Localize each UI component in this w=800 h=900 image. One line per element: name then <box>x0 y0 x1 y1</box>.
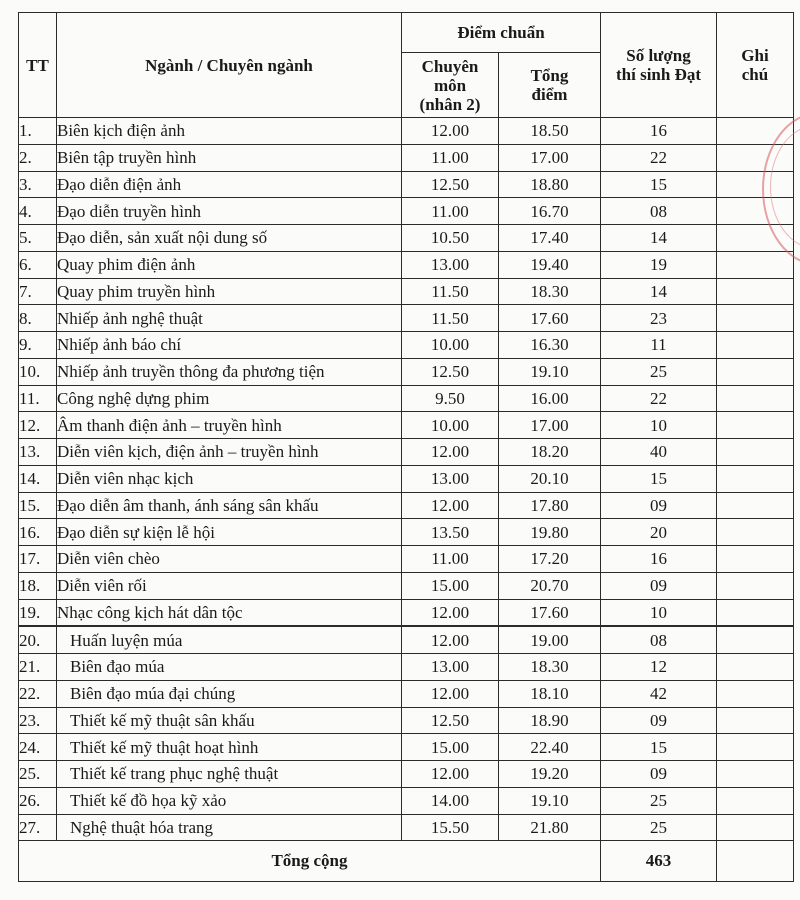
table-row <box>19 465 794 492</box>
specialty-score: 12.50 <box>402 358 499 385</box>
passed-count: 25 <box>601 787 717 814</box>
row-number: 5. <box>19 225 57 252</box>
total-score: 16.00 <box>499 385 601 412</box>
row-number: 12. <box>19 412 57 439</box>
passed-count: 15 <box>601 171 717 198</box>
row-number: 23. <box>19 707 57 734</box>
row-number: 4. <box>19 198 57 225</box>
row-number: 26. <box>19 787 57 814</box>
header-tt: TT <box>19 13 57 118</box>
table-row <box>19 626 794 653</box>
total-score: 20.70 <box>499 572 601 599</box>
table-row <box>19 118 794 145</box>
major-name: Đạo diễn, sản xuất nội dung số <box>57 225 402 252</box>
passed-count: 23 <box>601 305 717 332</box>
note-cell <box>717 546 794 573</box>
row-number: 16. <box>19 519 57 546</box>
row-number: 3. <box>19 171 57 198</box>
row-number: 7. <box>19 278 57 305</box>
header-note: Ghi chú <box>717 13 794 118</box>
specialty-score: 11.50 <box>402 278 499 305</box>
passed-count: 12 <box>601 654 717 681</box>
passed-count: 10 <box>601 412 717 439</box>
row-number: 18. <box>19 572 57 599</box>
header-major: Ngành / Chuyên ngành <box>57 13 402 118</box>
specialty-score: 10.50 <box>402 225 499 252</box>
total-score: 22.40 <box>499 734 601 761</box>
specialty-score: 10.00 <box>402 332 499 359</box>
specialty-score: 9.50 <box>402 385 499 412</box>
major-name: Diễn viên rối <box>57 572 402 599</box>
passed-count: 16 <box>601 118 717 145</box>
passed-count: 09 <box>601 707 717 734</box>
note-cell <box>717 572 794 599</box>
passed-count: 09 <box>601 492 717 519</box>
table-row <box>19 680 794 707</box>
table-row <box>19 225 794 252</box>
total-score: 17.00 <box>499 412 601 439</box>
total-note <box>717 841 794 882</box>
header-total: Tổng điểm <box>499 53 601 118</box>
total-score: 18.10 <box>499 680 601 707</box>
specialty-score: 12.00 <box>402 761 499 788</box>
table-row <box>19 144 794 171</box>
row-number: 8. <box>19 305 57 332</box>
note-cell <box>717 251 794 278</box>
passed-count: 10 <box>601 599 717 626</box>
total-score: 17.40 <box>499 225 601 252</box>
row-number: 27. <box>19 814 57 841</box>
major-name: Đạo diễn âm thanh, ánh sáng sân khấu <box>57 492 402 519</box>
specialty-score: 13.00 <box>402 251 499 278</box>
total-score: 17.00 <box>499 144 601 171</box>
table-row <box>19 385 794 412</box>
total-score: 19.10 <box>499 358 601 385</box>
passed-count: 16 <box>601 546 717 573</box>
row-number: 10. <box>19 358 57 385</box>
row-number: 9. <box>19 332 57 359</box>
major-name: Biên đạo múa <box>57 654 402 681</box>
major-name: Diễn viên chèo <box>57 546 402 573</box>
total-score: 19.00 <box>499 626 601 653</box>
note-cell <box>717 492 794 519</box>
specialty-score: 12.00 <box>402 118 499 145</box>
note-cell <box>717 814 794 841</box>
major-name: Nhiếp ảnh truyền thông đa phương tiện <box>57 358 402 385</box>
total-score: 19.20 <box>499 761 601 788</box>
specialty-score: 12.00 <box>402 680 499 707</box>
specialty-score: 13.00 <box>402 654 499 681</box>
row-number: 20. <box>19 626 57 653</box>
table-row <box>19 171 794 198</box>
table-body <box>19 118 794 841</box>
major-name: Nhiếp ảnh nghệ thuật <box>57 305 402 332</box>
major-name: Thiết kế đồ họa kỹ xảo <box>57 787 402 814</box>
total-score: 18.20 <box>499 439 601 466</box>
table-row <box>19 519 794 546</box>
note-cell <box>717 278 794 305</box>
note-cell <box>717 439 794 466</box>
major-name: Quay phim truyền hình <box>57 278 402 305</box>
passed-count: 14 <box>601 225 717 252</box>
note-cell <box>717 332 794 359</box>
row-number: 17. <box>19 546 57 573</box>
row-number: 2. <box>19 144 57 171</box>
major-name: Biên kịch điện ảnh <box>57 118 402 145</box>
note-cell <box>717 680 794 707</box>
total-score: 18.30 <box>499 278 601 305</box>
note-cell <box>717 385 794 412</box>
table-row <box>19 278 794 305</box>
major-name: Công nghệ dựng phim <box>57 385 402 412</box>
row-number: 1. <box>19 118 57 145</box>
total-score: 19.40 <box>499 251 601 278</box>
specialty-score: 13.00 <box>402 465 499 492</box>
passed-count: 25 <box>601 358 717 385</box>
row-number: 21. <box>19 654 57 681</box>
note-cell <box>717 358 794 385</box>
table-row <box>19 251 794 278</box>
specialty-score: 15.00 <box>402 572 499 599</box>
passed-count: 09 <box>601 761 717 788</box>
passed-count: 25 <box>601 814 717 841</box>
total-score: 17.80 <box>499 492 601 519</box>
total-score: 17.60 <box>499 305 601 332</box>
major-name: Thiết kế mỹ thuật hoạt hình <box>57 734 402 761</box>
total-score: 16.70 <box>499 198 601 225</box>
total-score: 18.80 <box>499 171 601 198</box>
total-score: 17.20 <box>499 546 601 573</box>
major-name: Đạo diễn truyền hình <box>57 198 402 225</box>
row-number: 13. <box>19 439 57 466</box>
passed-count: 14 <box>601 278 717 305</box>
passed-count: 11 <box>601 332 717 359</box>
total-score: 16.30 <box>499 332 601 359</box>
major-name: Biên tập truyền hình <box>57 144 402 171</box>
row-number: 6. <box>19 251 57 278</box>
passed-count: 19 <box>601 251 717 278</box>
specialty-score: 12.50 <box>402 171 499 198</box>
specialty-score: 13.50 <box>402 519 499 546</box>
major-name: Đạo diễn điện ảnh <box>57 171 402 198</box>
note-cell <box>717 654 794 681</box>
note-cell <box>717 761 794 788</box>
major-name: Quay phim điện ảnh <box>57 251 402 278</box>
specialty-score: 11.00 <box>402 198 499 225</box>
row-number: 24. <box>19 734 57 761</box>
major-name: Nhạc công kịch hát dân tộc <box>57 599 402 626</box>
note-cell <box>717 412 794 439</box>
header-count: Số lượng thí sinh Đạt <box>601 13 717 118</box>
row-number: 11. <box>19 385 57 412</box>
passed-count: 15 <box>601 465 717 492</box>
table-row <box>19 305 794 332</box>
note-cell <box>717 305 794 332</box>
specialty-score: 12.00 <box>402 492 499 519</box>
row-number: 22. <box>19 680 57 707</box>
major-name: Diễn viên nhạc kịch <box>57 465 402 492</box>
note-cell <box>717 519 794 546</box>
table-row <box>19 358 794 385</box>
total-score: 20.10 <box>499 465 601 492</box>
total-label: Tổng cộng <box>19 841 601 882</box>
table-row <box>19 546 794 573</box>
total-count: 463 <box>601 841 717 882</box>
passed-count: 42 <box>601 680 717 707</box>
major-name: Biên đạo múa đại chúng <box>57 680 402 707</box>
header-benchmark: Điểm chuẩn <box>402 13 601 53</box>
table-row <box>19 654 794 681</box>
specialty-score: 12.00 <box>402 626 499 653</box>
passed-count: 08 <box>601 198 717 225</box>
specialty-score: 10.00 <box>402 412 499 439</box>
specialty-score: 11.00 <box>402 144 499 171</box>
major-name: Huấn luyện múa <box>57 626 402 653</box>
passed-count: 22 <box>601 144 717 171</box>
table-row <box>19 707 794 734</box>
total-score: 19.10 <box>499 787 601 814</box>
specialty-score: 12.00 <box>402 439 499 466</box>
total-score: 21.80 <box>499 814 601 841</box>
passed-count: 20 <box>601 519 717 546</box>
specialty-score: 12.50 <box>402 707 499 734</box>
passed-count: 09 <box>601 572 717 599</box>
total-score: 17.60 <box>499 599 601 626</box>
table-row <box>19 439 794 466</box>
table-row <box>19 814 794 841</box>
table-row <box>19 761 794 788</box>
passed-count: 40 <box>601 439 717 466</box>
major-name: Nhiếp ảnh báo chí <box>57 332 402 359</box>
note-cell <box>717 734 794 761</box>
total-score: 18.50 <box>499 118 601 145</box>
specialty-score: 12.00 <box>402 599 499 626</box>
specialty-score: 15.50 <box>402 814 499 841</box>
passed-count: 15 <box>601 734 717 761</box>
specialty-score: 14.00 <box>402 787 499 814</box>
total-score: 18.30 <box>499 654 601 681</box>
note-cell <box>717 626 794 653</box>
major-name: Diễn viên kịch, điện ảnh – truyền hình <box>57 439 402 466</box>
row-number: 15. <box>19 492 57 519</box>
total-score: 19.80 <box>499 519 601 546</box>
table-row <box>19 734 794 761</box>
specialty-score: 11.00 <box>402 546 499 573</box>
note-cell <box>717 465 794 492</box>
table-row <box>19 787 794 814</box>
row-number: 14. <box>19 465 57 492</box>
total-score: 18.90 <box>499 707 601 734</box>
specialty-score: 11.50 <box>402 305 499 332</box>
row-number: 25. <box>19 761 57 788</box>
major-name: Đạo diễn sự kiện lễ hội <box>57 519 402 546</box>
row-number: 19. <box>19 599 57 626</box>
major-name: Thiết kế mỹ thuật sân khấu <box>57 707 402 734</box>
admission-results-table <box>18 12 794 882</box>
table-row <box>19 492 794 519</box>
specialty-score: 15.00 <box>402 734 499 761</box>
major-name: Thiết kế trang phục nghệ thuật <box>57 761 402 788</box>
table-row <box>19 412 794 439</box>
table-row <box>19 599 794 626</box>
major-name: Âm thanh điện ảnh – truyền hình <box>57 412 402 439</box>
total-row <box>19 841 794 882</box>
header-row-top <box>19 13 794 53</box>
passed-count: 22 <box>601 385 717 412</box>
table-row <box>19 572 794 599</box>
table-row <box>19 332 794 359</box>
note-cell <box>717 599 794 626</box>
header-specialty: Chuyên môn (nhân 2) <box>402 53 499 118</box>
table-row <box>19 198 794 225</box>
note-cell <box>717 787 794 814</box>
major-name: Nghệ thuật hóa trang <box>57 814 402 841</box>
note-cell <box>717 707 794 734</box>
passed-count: 08 <box>601 626 717 653</box>
